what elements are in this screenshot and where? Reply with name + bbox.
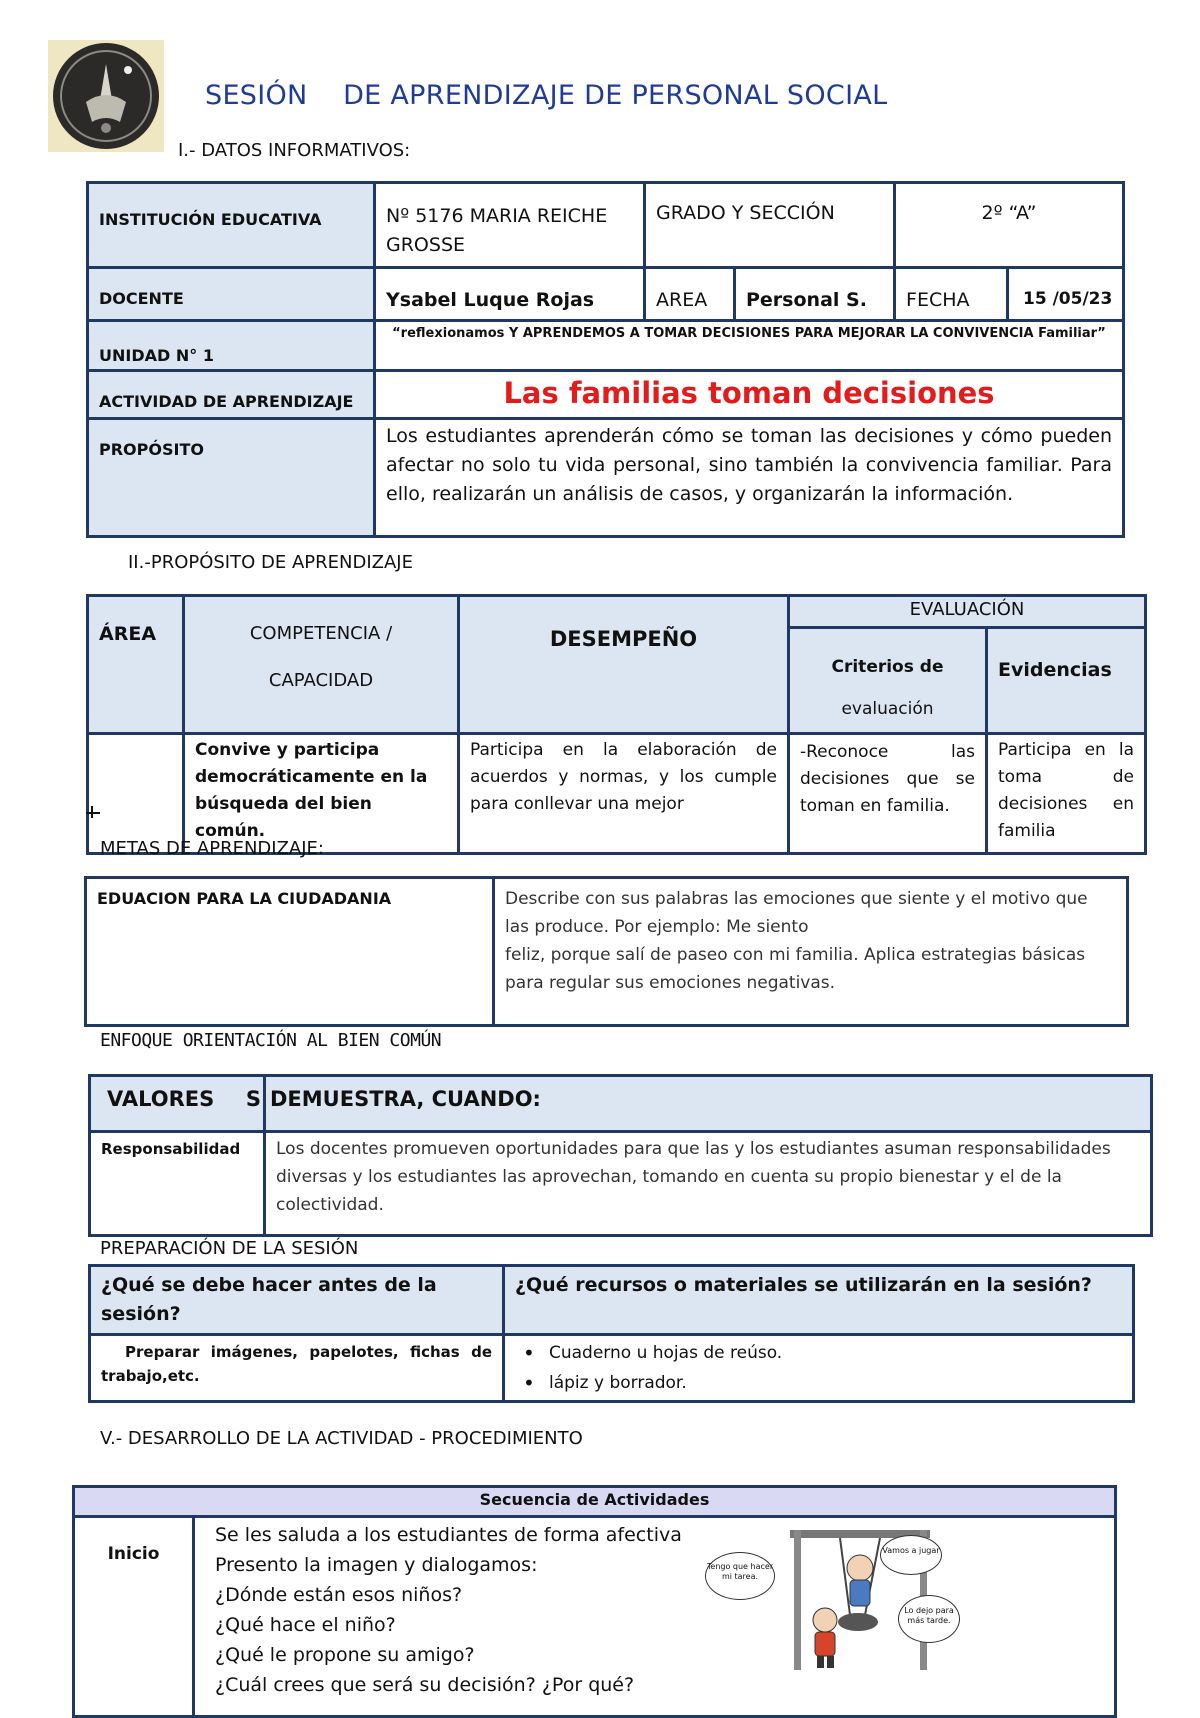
header-competencia: COMPETENCIA / (249, 623, 393, 644)
unidad-label: UNIDAD N° 1 (99, 346, 214, 365)
header-criterios: Criterios de (831, 657, 944, 677)
inicio-line: ¿Qué le propone su amigo? (215, 1644, 475, 1666)
header-area: ÁREA (99, 623, 157, 645)
speech-bubble-jugar: Vamos a jugar (880, 1535, 942, 1575)
metas-line-1: Describe con sus palabras las emociones que siente y el motivo que las produce. Por ejemplo: Me siento (505, 889, 1088, 937)
valor-responsabilidad: Responsabilidad (101, 1140, 241, 1158)
inicio-line: ¿Qué hace el niño? (215, 1614, 396, 1636)
fase-inicio: Inicio (107, 1544, 160, 1564)
header-desempeno: DESEMPEÑO (549, 627, 698, 651)
desempeno-text: Participa en la elaboración de acuerdos y normas, y los cumple para conllevar una mejor (470, 740, 777, 814)
secuencia-table (72, 1485, 1117, 1718)
criterio-text: -Reconoce las decisiones que se toman en familia. (800, 742, 975, 816)
recurso-item: • lápiz y borrador. (515, 1368, 1122, 1398)
area-value: Personal S. (746, 289, 867, 311)
recurso-item: • Cuaderno u hojas de reúso. (515, 1338, 1122, 1368)
metas-label: EDUACION PARA LA CIUDADANIA (97, 889, 392, 908)
speech-bubble-tarde: Lo dejo para más tarde. (898, 1595, 960, 1643)
proposito-table-wrap (86, 594, 1146, 841)
actividad-value: Las familias toman decisiones (503, 376, 995, 410)
header-s: S (245, 1087, 261, 1111)
enfoque-title: ENFOQUE ORIENTACIÓN AL BIEN COMÚN (100, 1030, 442, 1051)
header-antes: ¿Qué se debe hacer antes de la sesión? (101, 1274, 437, 1325)
institucion-label: INSTITUCIÓN EDUCATIVA (99, 210, 322, 229)
datos-table (86, 181, 1125, 538)
antes-text: Preparar imágenes, papelotes, fichas de trabajo,etc. (101, 1343, 492, 1385)
metas-line-2: feliz, porque salí de paseo con mi familia. Aplica estrategias básicas para regular sus emociones negativas. (505, 945, 1086, 993)
metas-title: METAS DE APRENDIZAJE: (100, 838, 324, 859)
competencia-text: Convive y participa democráticamente en la búsqueda del bien común. (195, 740, 428, 841)
header-secuencia: Secuencia de Actividades (479, 1490, 710, 1509)
school-logo (48, 40, 164, 152)
enfoque-table (88, 1074, 1153, 1237)
proposito-value: Los estudiantes aprenderán cómo se toman las decisiones y cómo pueden afectar no solo tu vida personal, sino también la convivencia familiar. Para ello, realizarán un análisis de casos, y organizarán la información. (386, 425, 1113, 505)
area-label: AREA (656, 289, 708, 311)
proposito-label: PROPÓSITO (99, 440, 204, 459)
cell-marker (86, 812, 100, 814)
preparacion-title: PREPARACIÓN DE LA SESIÓN (100, 1238, 359, 1259)
header-capacidad: CAPACIDAD (268, 670, 374, 691)
grado-value: 2º “A” (981, 202, 1037, 224)
header-demuestra: DEMUESTRA, CUANDO: (270, 1087, 541, 1111)
header-valores: VALORES (107, 1087, 215, 1111)
fecha-value: 15 /05/23 (1006, 269, 1112, 319)
metas-table (84, 876, 1129, 1027)
header-evaluacion: EVALUACIÓN (909, 599, 1025, 620)
speech-bubble-tarea: Tengo que hacer mi tarea. (705, 1552, 775, 1600)
fecha-label: FECHA (906, 289, 970, 311)
docente-label: DOCENTE (99, 289, 184, 308)
preparacion-table (88, 1264, 1135, 1403)
inicio-line: Se les saluda a los estudiantes de forma afectiva (215, 1524, 682, 1546)
section-datos-title: I.- DATOS INFORMATIVOS: (178, 140, 411, 161)
inicio-line: ¿Cuál crees que será su decisión? ¿Por qué? (215, 1674, 635, 1696)
enfoque-descripcion: Los docentes promueven oportunidades para que las y los estudiantes asuman responsabilidades diversas y los estudiantes las aprovechan, tomando en cuenta su propio bienestar y el de la colectividad. (276, 1139, 1111, 1215)
header-criterios-2: evaluación (841, 699, 934, 719)
cell-marker-v (91, 806, 93, 818)
header-evidencias: Evidencias (998, 659, 1112, 681)
inicio-line: Presento la imagen y dialogamos: (215, 1554, 538, 1576)
evidencia-text: Participa en la toma de decisiones en familia (998, 740, 1135, 841)
recursos-list (515, 1338, 1122, 1398)
section-proposito-title: II.-PROPÓSITO DE APRENDIZAJE (128, 552, 413, 573)
actividad-label: ACTIVIDAD DE APRENDIZAJE (99, 392, 354, 411)
docente-value: Ysabel Luque Rojas (386, 289, 595, 311)
header-recursos: ¿Qué recursos o materiales se utilizarán en la sesión? (515, 1274, 1092, 1296)
desarrollo-title: V.- DESARROLLO DE LA ACTIVIDAD - PROCEDIMIENTO (100, 1428, 583, 1449)
grado-label: GRADO Y SECCIÓN (656, 202, 835, 224)
inicio-line: ¿Dónde están esos niños? (215, 1584, 463, 1606)
institucion-value: Nº 5176 MARIA REICHE GROSSE (386, 205, 608, 256)
proposito-table (86, 594, 1147, 855)
page-title: SESIÓN DE APRENDIZAJE DE PERSONAL SOCIAL (205, 80, 888, 111)
unidad-value: “reflexionamos Y APRENDEMOS A TOMAR DECISIONES PARA MEJORAR LA CONVIVENCIA Familiar” (392, 326, 1106, 341)
